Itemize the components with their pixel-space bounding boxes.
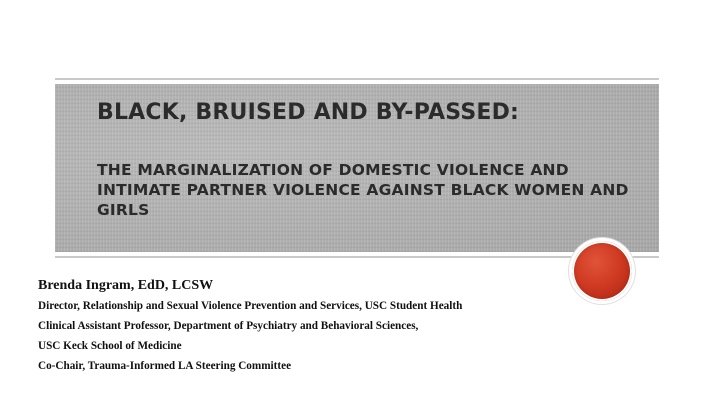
banner-top-rule xyxy=(55,78,659,80)
banner-bottom-rule xyxy=(55,256,659,258)
presenter-name: Brenda Ingram, EdD, LCSW xyxy=(38,278,214,293)
presenter-role-1: Director, Relationship and Sexual Violence Prevention and Services, USC Student Health xyxy=(38,300,463,312)
title-subtitle: THE MARGINALIZATION OF DOMESTIC VIOLENCE AND INTIMATE PARTNER VIOLENCE AGAINST BLACK WOMEN AND GIRLS xyxy=(97,161,629,219)
title-main: BLACK, BRUISED AND BY-PASSED: xyxy=(97,100,520,125)
presenter-role-3: USC Keck School of Medicine xyxy=(38,340,182,352)
slide-title xyxy=(97,100,637,220)
presenter-role-4: Co-Chair, Trauma-Informed LA Steering Committee xyxy=(38,360,292,372)
title-banner xyxy=(55,84,659,252)
presenter-info xyxy=(38,277,598,379)
presenter-role-2: Clinical Assistant Professor, Department of Psychiatry and Behavioral Sciences, xyxy=(38,320,419,332)
